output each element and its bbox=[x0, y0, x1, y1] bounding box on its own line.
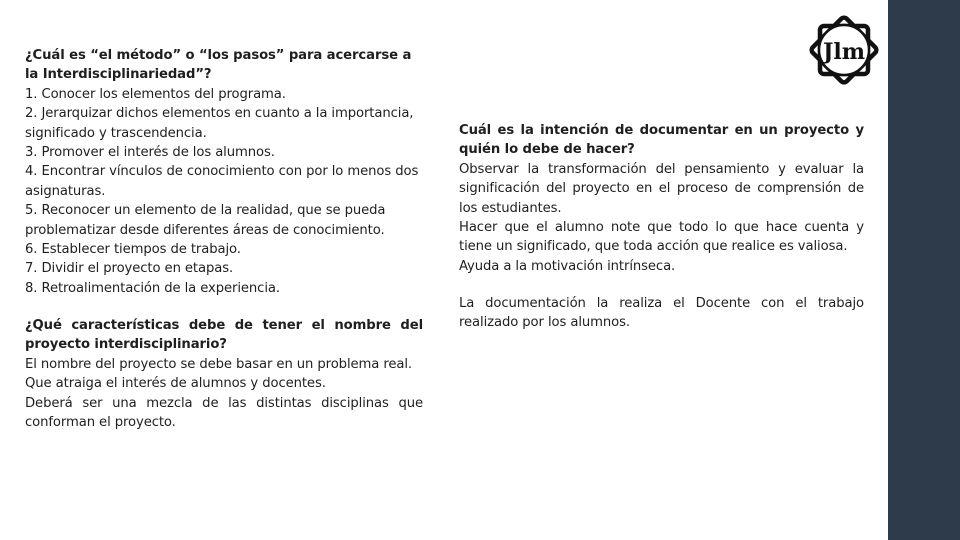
question-project-name: ¿Qué características debe de tener el nombre del proyecto interdisciplinario? bbox=[25, 318, 423, 353]
step-item: 8. Retroalimentación de la experiencia. bbox=[25, 280, 280, 296]
right-column-documentation bbox=[459, 121, 864, 276]
answer-item: Observar la transformación del pensamiento y evaluar la significación del proyecto en el proceso de comprensión de los estudiantes. bbox=[459, 161, 864, 216]
left-column-name bbox=[25, 316, 423, 432]
logo-monogram: Jlm bbox=[822, 39, 866, 65]
documentation-note: La documentación la realiza el Docente con el trabajo realizado por los alumnos. bbox=[459, 296, 864, 331]
step-item: 1. Conocer los elementos del programa. bbox=[25, 86, 286, 102]
step-item: 3. Promover el interés de los alumnos. bbox=[25, 145, 275, 161]
step-item: 5. Reconocer un elemento de la realidad, que se pueda problematizar desde diferentes áreas de conocimiento. bbox=[25, 203, 386, 238]
step-item: 4. Encontrar vínculos de conocimiento con por lo menos dos asignaturas. bbox=[25, 164, 419, 199]
answer-item: Deberá ser una mezcla de las distintas disciplinas que conforman el proyecto. bbox=[25, 395, 423, 431]
answer-item: El nombre del proyecto se debe basar en un problema real. bbox=[25, 356, 413, 372]
step-item: 6. Establecer tiempos de trabajo. bbox=[25, 242, 241, 258]
right-sidebar-bar bbox=[888, 0, 960, 540]
answer-item: Que atraiga el interés de alumnos y docentes. bbox=[25, 376, 326, 392]
left-column-steps bbox=[25, 46, 423, 298]
question-method: ¿Cuál es “el método” o “los pasos” para acercarse a la Interdisciplinariedad”? bbox=[25, 48, 412, 83]
monogram-logo-icon bbox=[804, 10, 884, 90]
step-item: 7. Dividir el proyecto en etapas. bbox=[25, 261, 234, 277]
answer-item: Hacer que el alumno note que todo lo que hace cuenta y tiene un significado, que toda acción que realice es valiosa. bbox=[459, 220, 864, 255]
right-column-note bbox=[459, 294, 864, 333]
step-item: 2. Jerarquizar dichos elementos en cuanto a la importancia, significado y trascendencia. bbox=[25, 106, 414, 141]
question-documentation: Cuál es la intención de documentar en un proyecto y quién lo debe de hacer? bbox=[459, 123, 864, 158]
answer-item: Ayuda a la motivación intrínseca. bbox=[459, 258, 676, 274]
